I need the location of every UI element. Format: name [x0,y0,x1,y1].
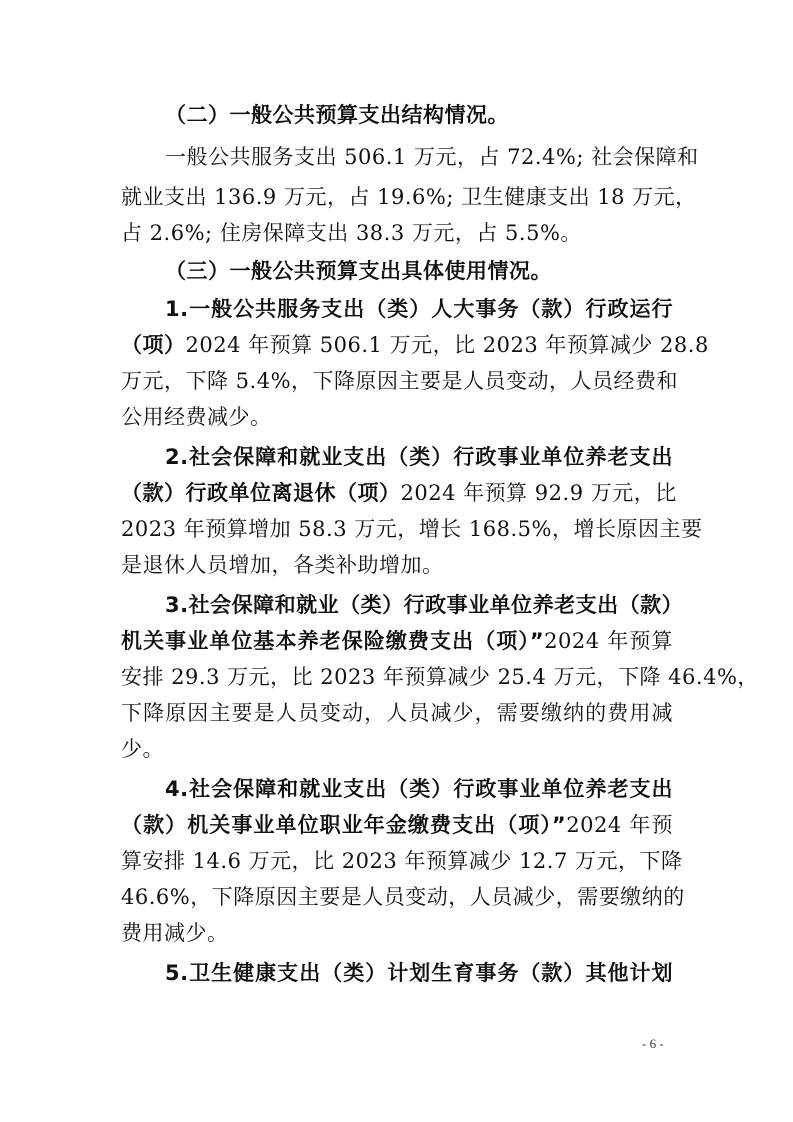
paragraph-line: 2023 年预算增加 58.3 万元，增长 168.5%，增长原因主要 [121,517,703,541]
item-2-title-cont: （款）行政单位离退休（项） [121,481,401,505]
item-1-title: 1.一般公共服务支出（类）人大事务（款）行政运行 [165,297,673,321]
page-number: - 6 - [642,1036,664,1051]
paragraph-line: 少。 [121,737,164,761]
paragraph-line [121,810,673,840]
paragraph-line [121,330,709,360]
item-4-title: 4.社会保障和就业支出（类）行政事业单位养老支出 [165,777,673,801]
paragraph-line: 安排 29.3 万元，比 2023 年预算减少 25.4 万元，下降 46.4%， [121,665,759,689]
paragraph-line: 算安排 14.6 万元，比 2023 年预算减少 12.7 万元，下降 [121,849,683,873]
paragraph-line: 是退休人员增加，各类补助增加。 [121,553,444,577]
item-1-title-cont: （项） [121,333,186,357]
heading-expenditure-usage: （三）一般公共预算支出具体使用情况。 [165,259,552,283]
paragraph-line: 下降原因主要是人员变动，人员减少，需要缴纳的费用减 [121,701,673,725]
item-1-text: 2024 年预算 506.1 万元，比 2023 年预算减少 28.8 [185,333,709,357]
item-3-title: 3.社会保障和就业（类）行政事业单位养老支出（款） [165,593,684,617]
paragraph-line [121,478,677,508]
paragraph-line: 46.6%，下降原因主要是人员变动，人员减少，需要缴纳的 [121,885,685,909]
item-2-text: 2024 年预算 92.9 万元，比 [400,481,677,505]
item-4-title-cont: （款）机关事业单位职业年金缴费支出（项）” [121,813,567,837]
item-3-title-cont: 机关事业单位基本养老保险缴费支出（项）” [121,629,545,653]
item-4-text: 2024 年预 [566,813,673,837]
heading-expenditure-structure: （二）一般公共预算支出结构情况。 [165,103,509,127]
item-3-text: 2024 年预算 [544,629,673,653]
item-2-title: 2.社会保障和就业支出（类）行政事业单位养老支出 [165,445,673,469]
paragraph-line: 就业支出 136.9 万元，占 19.6%; 卫生健康支出 18 万元， [121,185,697,209]
paragraph-line: 费用减少。 [121,921,229,945]
paragraph-line: 万元，下降 5.4%，下降原因主要是人员变动，人员经费和 [121,369,679,393]
paragraph-line: 占 2.6%; 住房保障支出 38.3 万元，占 5.5%。 [121,221,582,245]
paragraph-line [121,626,673,656]
paragraph-line: 一般公共服务支出 506.1 万元，占 72.4%; 社会保障和 [165,145,699,169]
item-5-title: 5.卫生健康支出（类）计划生育事务（款）其他计划 [165,961,673,985]
paragraph-line: 公用经费减少。 [121,405,272,429]
